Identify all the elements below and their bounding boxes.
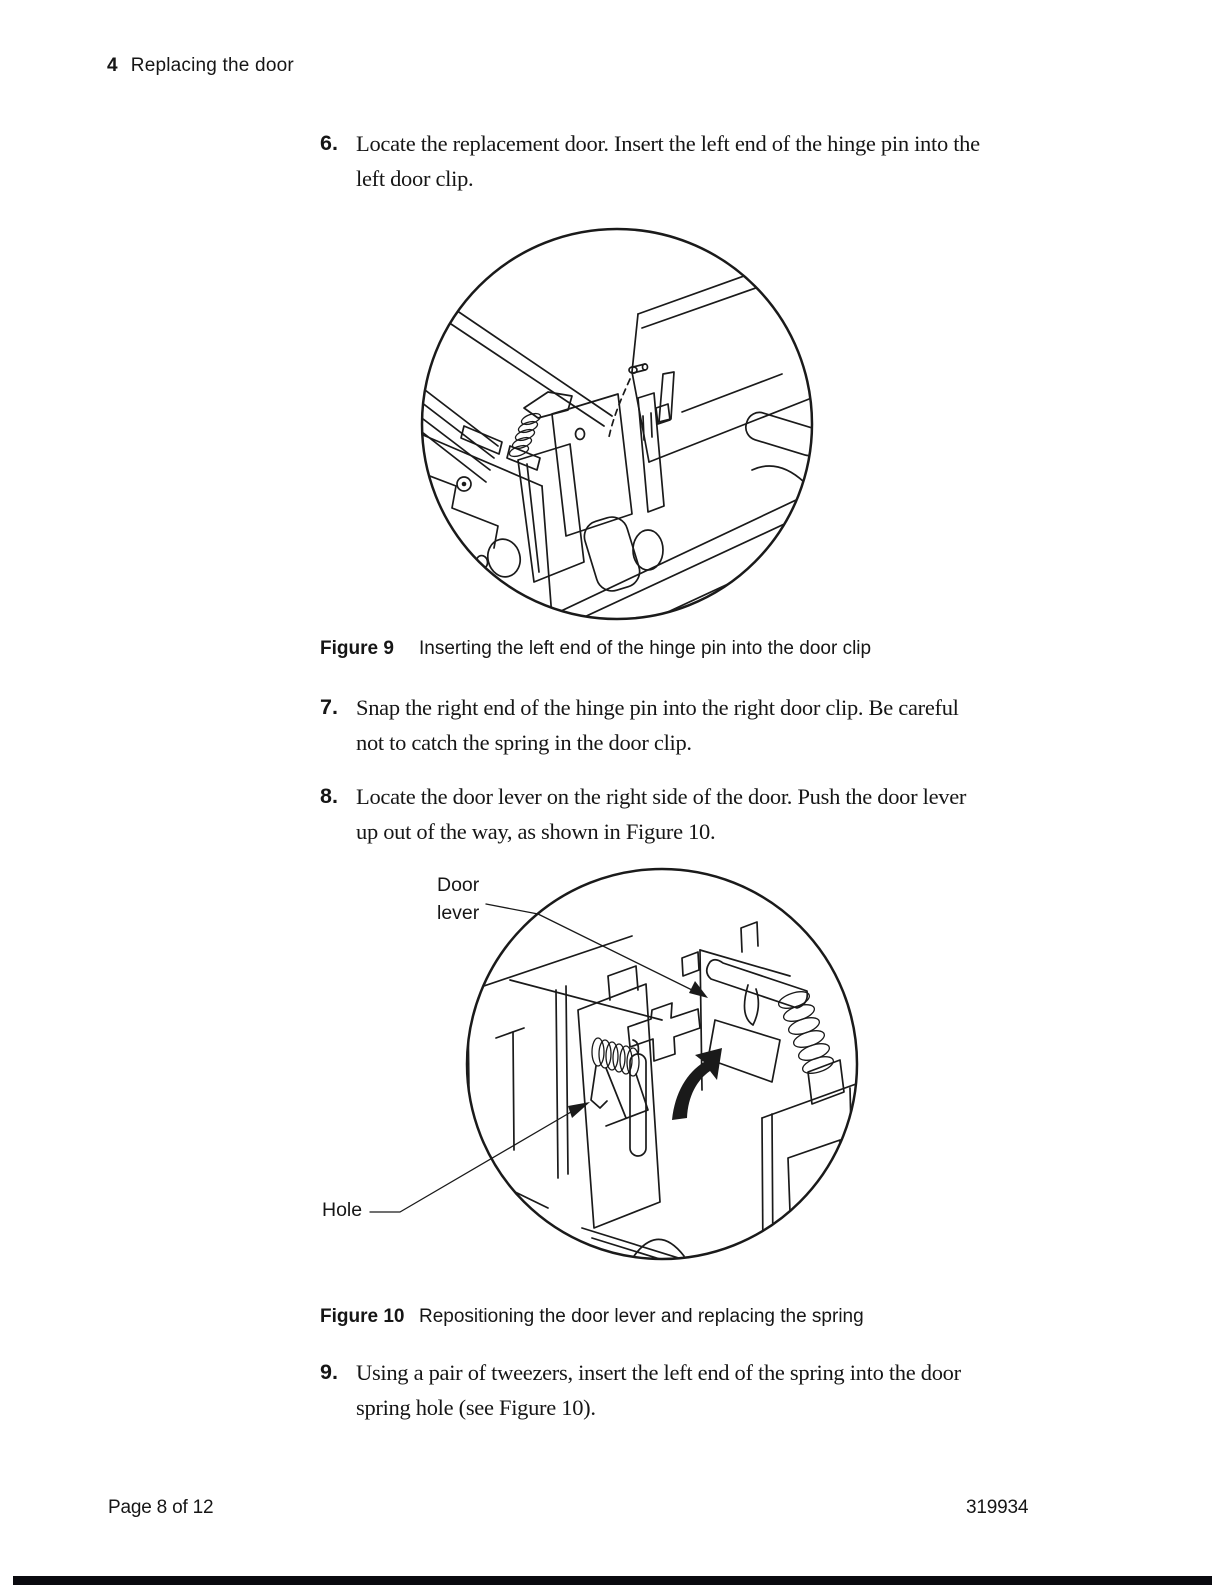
running-header xyxy=(107,55,294,77)
footer-bar xyxy=(13,1576,1212,1585)
hole-callout: Hole xyxy=(322,1199,363,1221)
lever-spring-hose xyxy=(777,988,836,1076)
door-lever xyxy=(707,960,808,1025)
door-lever-arrowhead-icon xyxy=(689,981,708,998)
step-8-text-line-2: up out of the way, as shown in Figure 10. xyxy=(356,819,716,844)
screw-icon xyxy=(462,482,467,487)
step-8 xyxy=(320,779,966,849)
door-lever-leader-line xyxy=(486,904,708,998)
footer-page-indicator: Page 8 of 12 xyxy=(108,1497,214,1518)
step-7-number: 7. xyxy=(320,695,338,719)
figure-9-caption-text: Inserting the left end of the hinge pin into the door clip xyxy=(419,638,872,659)
door-clip-assembly xyxy=(524,392,670,536)
step-6-text-line-1: Locate the replacement door. Insert the left end of the hinge pin into the xyxy=(356,131,980,156)
figure-9-caption xyxy=(320,638,871,660)
hose-post xyxy=(808,1060,844,1104)
figure-9-circle-crop xyxy=(422,229,812,619)
step-7-text-line-2: not to catch the spring in the door clip. xyxy=(356,730,692,755)
chapter-number: 4 xyxy=(107,55,118,76)
figure-10-caption xyxy=(320,1306,864,1328)
step-9-number: 9. xyxy=(320,1360,338,1384)
step-6 xyxy=(320,126,980,196)
figure-9-caption-label: Figure 9 xyxy=(320,638,394,659)
step-9-text-line-2: spring hole (see Figure 10). xyxy=(356,1395,596,1420)
lower-left-door-plate xyxy=(414,432,584,618)
running-header-title: Replacing the door xyxy=(130,55,294,76)
step-8-text-line-1: Locate the door lever on the right side of the door. Push the door lever xyxy=(356,784,967,809)
figure-9-illustration xyxy=(400,222,840,630)
door-lever-callout-line-1: Door xyxy=(437,874,480,896)
figure-10-caption-text: Repositioning the door lever and replacing the spring xyxy=(419,1306,864,1327)
step-9 xyxy=(320,1355,961,1425)
spring-legs xyxy=(591,1066,648,1126)
figure-10-illustration xyxy=(310,858,870,1270)
right-side-panels xyxy=(762,1084,856,1266)
step-7-text-line-1: Snap the right end of the hinge pin into the right door clip. Be careful xyxy=(356,695,959,720)
hole-arrowhead-icon xyxy=(568,1102,590,1118)
step-7 xyxy=(320,690,959,760)
step-9-text-line-1: Using a pair of tweezers, insert the left end of the spring into the door xyxy=(356,1360,961,1385)
figure-10-caption-label: Figure 10 xyxy=(320,1306,405,1327)
door-top-panel xyxy=(682,922,790,1090)
door-panel xyxy=(632,248,832,462)
base-edge xyxy=(582,1228,734,1270)
step-6-text-line-2: left door clip. xyxy=(356,166,474,191)
door-lever-callout-line-2: lever xyxy=(437,902,480,924)
figure-10-circle-crop xyxy=(467,869,857,1259)
step-6-number: 6. xyxy=(320,131,338,155)
step-8-number: 8. xyxy=(320,784,338,808)
footer-document-number: 319934 xyxy=(966,1497,1029,1518)
push-up-arrow xyxy=(672,1048,722,1120)
left-panel-slots xyxy=(457,426,540,491)
